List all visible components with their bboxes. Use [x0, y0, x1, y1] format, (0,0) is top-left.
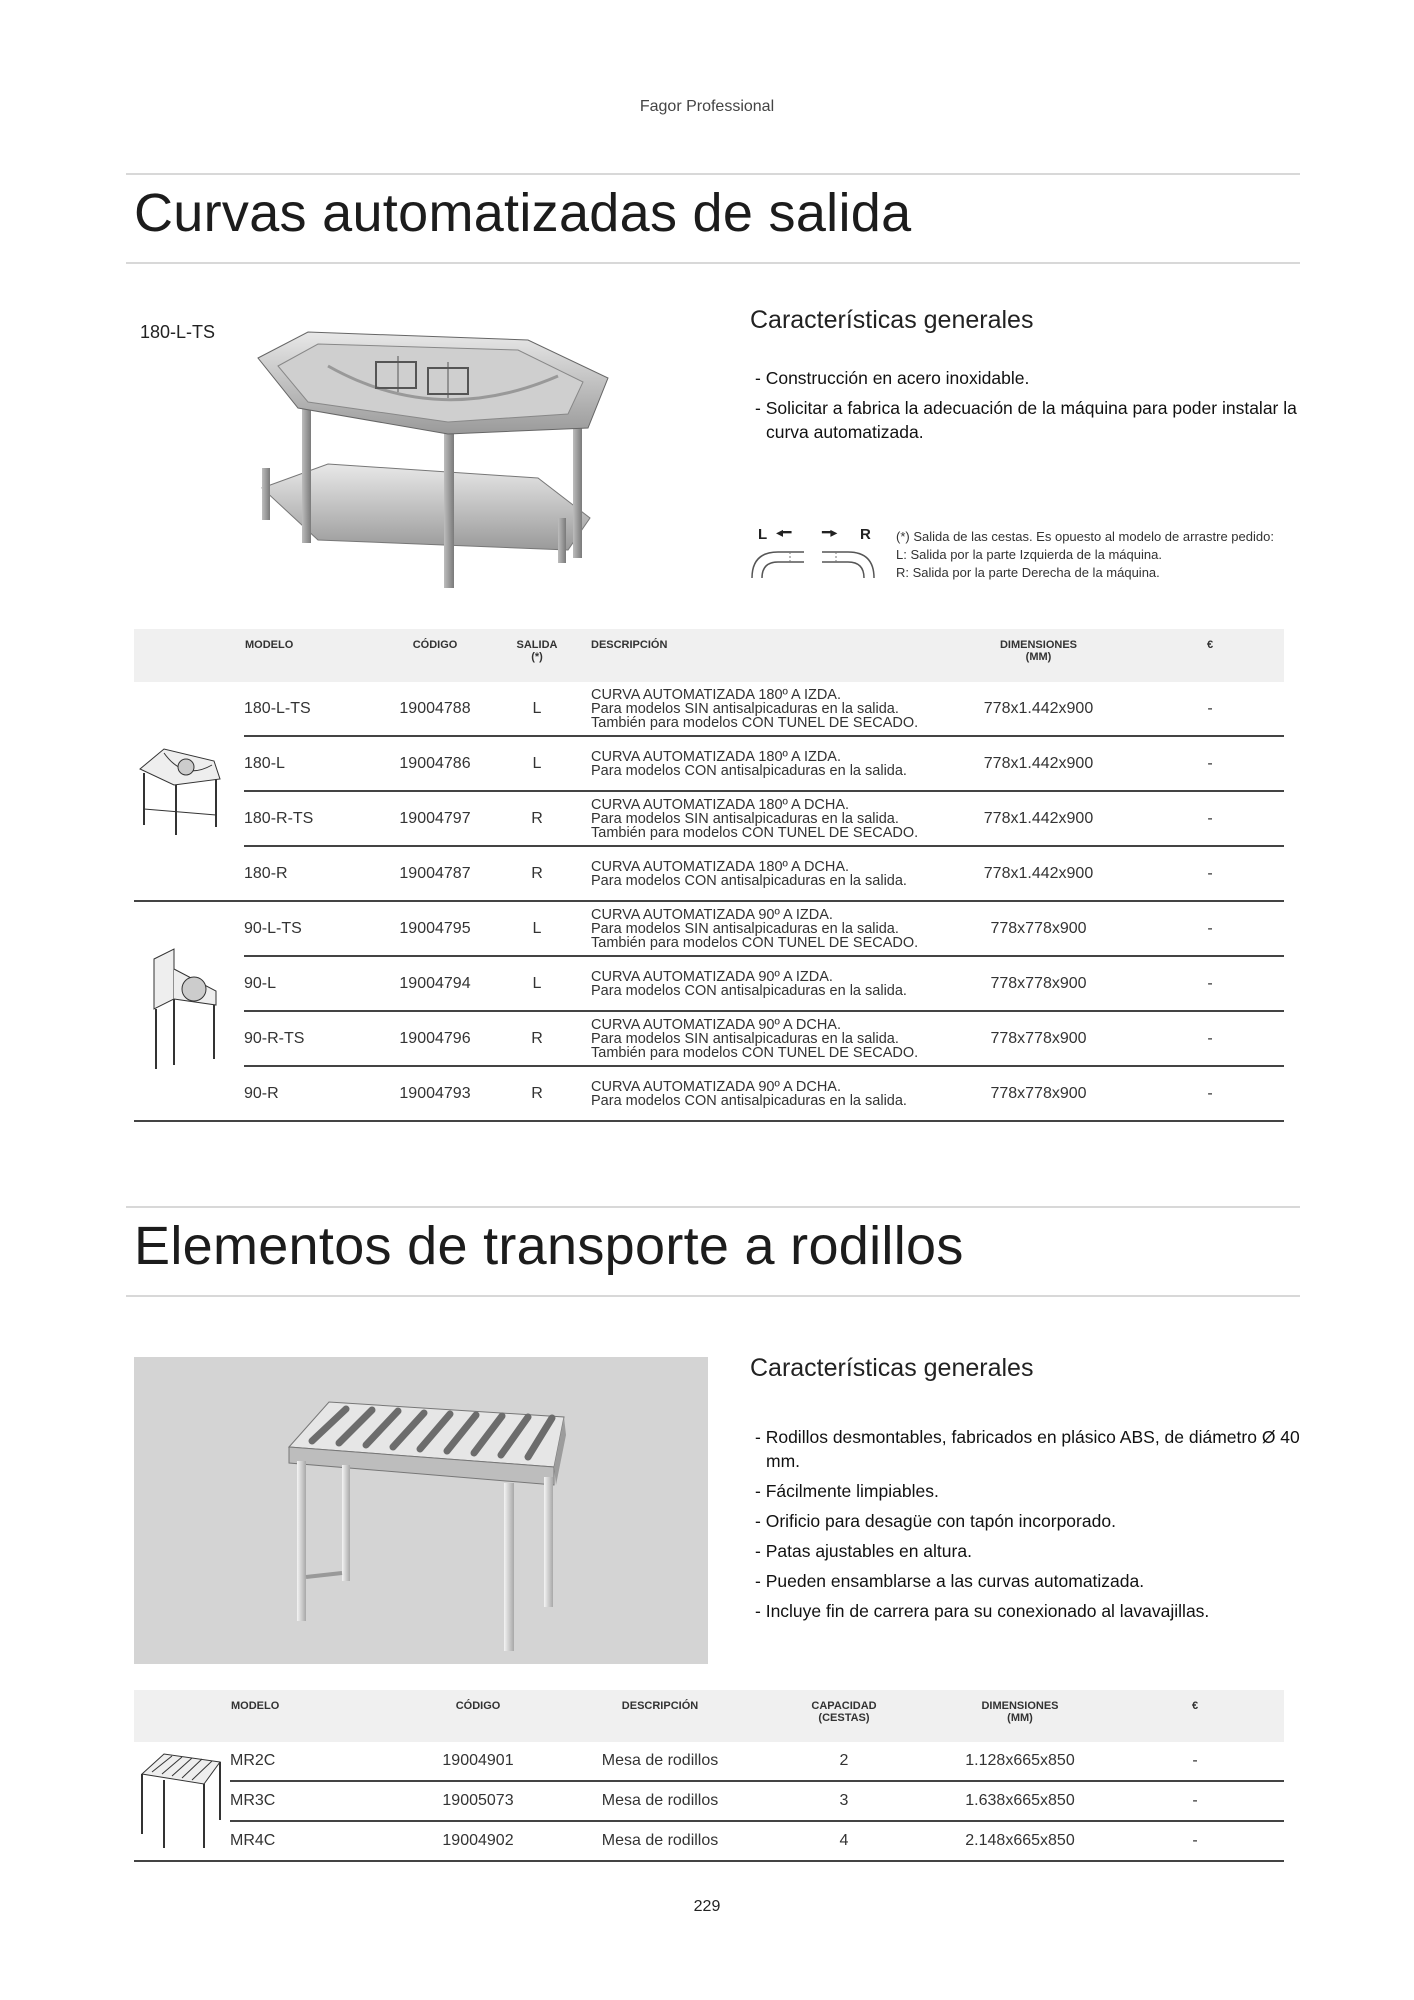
col-salida-note: (*): [531, 651, 543, 663]
cell-descripcion: Mesa de rodillos: [566, 1781, 754, 1821]
col-salida: [501, 629, 573, 682]
table-row: [134, 736, 1284, 791]
col-dimensiones: [941, 629, 1136, 682]
desc-line: También para modelos CON TUNEL DE SECADO.: [591, 934, 919, 951]
col-modelo: MODELO: [230, 1690, 390, 1742]
cell-salida: R: [501, 846, 573, 901]
cell-descripcion: [573, 682, 941, 736]
cell-precio: -: [1136, 791, 1284, 846]
product-model-tag: 180-L-TS: [140, 322, 216, 342]
col-cap-unit: (CESTAS): [818, 1712, 870, 1724]
cell-modelo: MR2C: [230, 1742, 390, 1781]
footnote-line: L: Salida por la parte Izquierda de la máquina.: [896, 547, 1162, 562]
curve-90-icon: [134, 939, 224, 1079]
cell-descripcion: [573, 1066, 941, 1121]
col-dim-unit: (MM): [1007, 1712, 1033, 1724]
exit-footnote: [896, 528, 1274, 582]
cell-precio: -: [1136, 956, 1284, 1011]
cell-codigo: 19004793: [369, 1066, 501, 1121]
cell-precio: -: [1136, 736, 1284, 791]
cell-modelo: 180-L-TS: [244, 682, 369, 736]
cell-modelo: 90-R: [244, 1066, 369, 1121]
curve-180-product-image: [238, 318, 618, 598]
cell-modelo: 180-L: [244, 736, 369, 791]
curve-180-thumbnail: [134, 682, 244, 901]
feature-item: - Incluye fin de carrera para su conexionado al lavavajillas.: [750, 1599, 1310, 1623]
cell-precio: -: [1136, 1011, 1284, 1066]
desc-line: Para modelos CON antisalpicaduras en la salida.: [591, 982, 907, 999]
desc-line: Para modelos SIN antisalpicaduras en la salida.: [591, 810, 899, 827]
features-list-1: [750, 366, 1310, 450]
desc-line: Para modelos CON antisalpicaduras en la salida.: [591, 872, 907, 889]
desc-line: CURVA AUTOMATIZADA 90º A DCHA.: [591, 1078, 841, 1095]
rollers-table: [134, 1690, 1284, 1862]
feature-item: - Orificio para desagüe con tapón incorporado.: [750, 1509, 1310, 1533]
cell-capacidad: 3: [754, 1781, 934, 1821]
cell-dimensiones: 2.148x665x850: [934, 1821, 1106, 1861]
table-row: [134, 1011, 1284, 1066]
right-exit-label: R: [860, 526, 871, 543]
cell-salida: L: [501, 901, 573, 956]
col-precio: €: [1136, 629, 1284, 682]
cell-modelo: 90-L: [244, 956, 369, 1011]
col-salida-label: SALIDA: [516, 639, 558, 651]
desc-line: CURVA AUTOMATIZADA 180º A DCHA.: [591, 858, 850, 875]
cell-capacidad: 2: [754, 1742, 934, 1781]
cell-codigo: 19004901: [390, 1742, 566, 1781]
cell-salida: R: [501, 1011, 573, 1066]
section-rule-top-2: [126, 1206, 1300, 1208]
roller-table-illustration: [134, 1357, 708, 1664]
cell-codigo: 19004787: [369, 846, 501, 901]
features-list-2: [750, 1425, 1310, 1629]
cell-precio: -: [1106, 1821, 1284, 1861]
cell-codigo: 19004786: [369, 736, 501, 791]
cell-dimensiones: 778x1.442x900: [941, 736, 1136, 791]
cell-codigo: 19004788: [369, 682, 501, 736]
cell-dimensiones: 778x778x900: [941, 1011, 1136, 1066]
cell-modelo: 90-L-TS: [244, 901, 369, 956]
roller-table-icon: [134, 1744, 224, 1854]
brand-header: Fagor Professional: [639, 98, 775, 115]
feature-item: - Patas ajustables en altura.: [750, 1539, 1310, 1563]
col-codigo: CÓDIGO: [369, 629, 501, 682]
col-dim-label: DIMENSIONES: [999, 639, 1077, 651]
footnote-line: (*) Salida de las cestas. Es opuesto al modelo de arrastre pedido:: [896, 529, 1274, 544]
col-dim-label: DIMENSIONES: [981, 1700, 1059, 1712]
feature-item: - Pueden ensamblarse a las curvas automatizada.: [750, 1569, 1310, 1593]
desc-line: También para modelos CON TUNEL DE SECADO.: [591, 1044, 919, 1061]
cell-descripcion: [573, 846, 941, 901]
desc-line: También para modelos CON TUNEL DE SECADO.: [591, 714, 919, 731]
desc-line: Para modelos SIN antisalpicaduras en la salida.: [591, 1030, 899, 1047]
features-title-1: Características generales: [750, 306, 1034, 334]
cell-precio: -: [1106, 1742, 1284, 1781]
cell-descripcion: Mesa de rodillos: [566, 1742, 754, 1781]
col-cap-label: CAPACIDAD: [811, 1700, 877, 1712]
table-header-row: [134, 629, 1284, 682]
desc-line: Para modelos CON antisalpicaduras en la salida.: [591, 762, 907, 779]
section-rule-bottom-2: [126, 1295, 1300, 1297]
cell-dimensiones: 778x778x900: [941, 956, 1136, 1011]
col-descripcion: DESCRIPCIÓN: [566, 1690, 754, 1742]
cell-salida: R: [501, 1066, 573, 1121]
cell-descripcion: [573, 956, 941, 1011]
table-row: [134, 956, 1284, 1011]
footnote-line: R: Salida por la parte Derecha de la máquina.: [896, 565, 1160, 580]
col-modelo: MODELO: [244, 629, 369, 682]
cell-descripcion: [573, 1011, 941, 1066]
table-row: [134, 682, 1284, 736]
col-codigo: CÓDIGO: [390, 1690, 566, 1742]
cell-descripcion: Mesa de rodillos: [566, 1821, 754, 1861]
section-title-curvas: Curvas automatizadas de salida: [134, 183, 912, 243]
col-precio: €: [1106, 1690, 1284, 1742]
feature-item: - Solicitar a fabrica la adecuación de la máquina para poder instalar la curva automatizada.: [750, 396, 1310, 444]
features-title-2: Características generales: [750, 1354, 1034, 1382]
table-row: [134, 1742, 1284, 1781]
col-descripcion: DESCRIPCIÓN: [573, 629, 941, 682]
cell-dimensiones: 1.128x665x850: [934, 1742, 1106, 1781]
cell-codigo: 19004795: [369, 901, 501, 956]
roller-table-thumbnail: [134, 1742, 230, 1861]
desc-line: CURVA AUTOMATIZADA 90º A IZDA.: [591, 968, 833, 985]
table-row: [134, 791, 1284, 846]
desc-line: También para modelos CON TUNEL DE SECADO.: [591, 824, 919, 841]
left-exit-label: L: [758, 526, 768, 543]
cell-codigo: 19005073: [390, 1781, 566, 1821]
desc-line: CURVA AUTOMATIZADA 180º A DCHA.: [591, 796, 850, 813]
section-title-rodillos: Elementos de transporte a rodillos: [134, 1216, 964, 1276]
feature-item: - Rodillos desmontables, fabricados en plásico ABS, de diámetro Ø 40 mm.: [750, 1425, 1310, 1473]
exit-direction-diagram: [750, 524, 880, 580]
col-dimensiones: [934, 1690, 1106, 1742]
section-rule-top: [126, 173, 1300, 175]
cell-dimensiones: 778x1.442x900: [941, 846, 1136, 901]
cell-modelo: 180-R-TS: [244, 791, 369, 846]
arrow-right-icon: ━▸: [822, 524, 838, 540]
feature-item: - Construcción en acero inoxidable.: [750, 366, 1310, 390]
table-header-row: [134, 1690, 1284, 1742]
section-rule-bottom: [126, 262, 1300, 264]
feature-item: - Fácilmente limpiables.: [750, 1479, 1310, 1503]
cell-codigo: 19004797: [369, 791, 501, 846]
cell-dimensiones: 778x1.442x900: [941, 791, 1136, 846]
roller-table-product-image: [134, 1357, 708, 1664]
cell-codigo: 19004902: [390, 1821, 566, 1861]
cell-modelo: MR4C: [230, 1821, 390, 1861]
desc-line: CURVA AUTOMATIZADA 90º A IZDA.: [591, 906, 833, 923]
desc-line: Para modelos SIN antisalpicaduras en la salida.: [591, 700, 899, 717]
table-row: [134, 1821, 1284, 1861]
arrow-left-icon: ◂━: [776, 524, 792, 540]
col-capacidad: [754, 1690, 934, 1742]
cell-modelo: MR3C: [230, 1781, 390, 1821]
curve-180-icon: [134, 739, 224, 839]
cell-salida: L: [501, 736, 573, 791]
cell-salida: L: [501, 682, 573, 736]
cell-salida: R: [501, 791, 573, 846]
cell-capacidad: 4: [754, 1821, 934, 1861]
desc-line: Para modelos SIN antisalpicaduras en la salida.: [591, 920, 899, 937]
cell-precio: -: [1136, 1066, 1284, 1121]
table-row: [134, 901, 1284, 956]
curve-direction-icon: [750, 546, 880, 580]
cell-modelo: 90-R-TS: [244, 1011, 369, 1066]
cell-dimensiones: 778x778x900: [941, 1066, 1136, 1121]
cell-dimensiones: 778x1.442x900: [941, 682, 1136, 736]
desc-line: CURVA AUTOMATIZADA 90º A DCHA.: [591, 1016, 841, 1033]
cell-codigo: 19004794: [369, 956, 501, 1011]
cell-modelo: 180-R: [244, 846, 369, 901]
curves-table: [134, 629, 1284, 1122]
cell-descripcion: [573, 791, 941, 846]
cell-precio: -: [1106, 1781, 1284, 1821]
page-number: 229: [693, 1898, 721, 1915]
cell-descripcion: [573, 736, 941, 791]
cell-descripcion: [573, 901, 941, 956]
desc-line: CURVA AUTOMATIZADA 180º A IZDA.: [591, 748, 841, 765]
curve-90-thumbnail: [134, 901, 244, 1121]
desc-line: CURVA AUTOMATIZADA 180º A IZDA.: [591, 686, 841, 703]
table-row: [134, 846, 1284, 901]
cell-precio: -: [1136, 901, 1284, 956]
cell-precio: -: [1136, 846, 1284, 901]
cell-dimensiones: 778x778x900: [941, 901, 1136, 956]
table-row: [134, 1781, 1284, 1821]
desc-line: Para modelos CON antisalpicaduras en la salida.: [591, 1092, 907, 1109]
cell-salida: L: [501, 956, 573, 1011]
table-row: [134, 1066, 1284, 1121]
cell-codigo: 19004796: [369, 1011, 501, 1066]
cell-dimensiones: 1.638x665x850: [934, 1781, 1106, 1821]
col-dim-unit: (MM): [1025, 651, 1052, 663]
cell-precio: -: [1136, 682, 1284, 736]
